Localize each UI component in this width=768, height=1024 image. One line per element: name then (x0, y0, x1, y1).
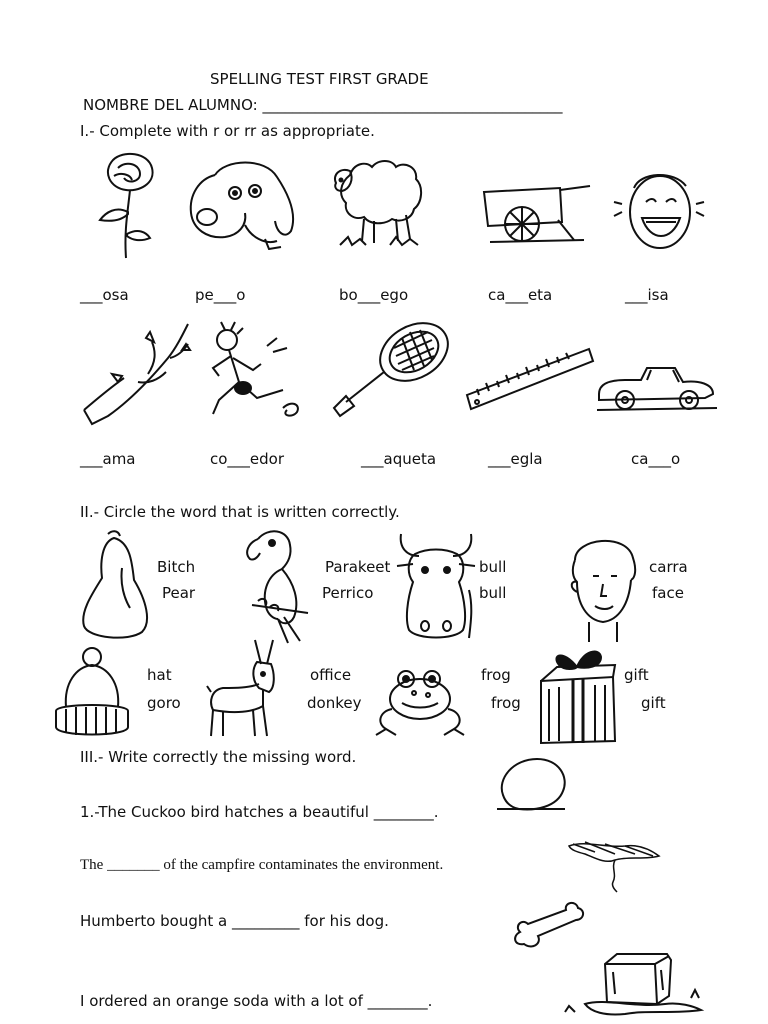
word-frog-2: frog (491, 694, 521, 712)
word-office: office (310, 666, 352, 684)
sentence-1: 1.-The Cuckoo bird hatches a beautiful ________. (80, 803, 439, 821)
branch-icon (78, 318, 193, 428)
word-pear: Pear (162, 584, 196, 602)
sheep-icon (330, 155, 425, 250)
word-risa: ___isa (625, 286, 669, 304)
word-goro: goro (147, 694, 181, 712)
word-bitch: Bitch (157, 558, 196, 576)
cart-icon (480, 180, 592, 245)
word-hat: hat (147, 666, 172, 684)
runner-icon (205, 318, 315, 428)
word-corredor: co___edor (210, 450, 285, 468)
section-2-instruction: II.- Circle the word that is written correctly. (80, 503, 400, 521)
page-title: SPELLING TEST FIRST GRADE (210, 70, 429, 88)
word-face: face (652, 584, 684, 602)
word-frog-1: frog (481, 666, 511, 684)
word-bull-2: bull (479, 584, 507, 602)
bone-icon (510, 900, 585, 955)
face-icon (565, 530, 643, 642)
hat-icon (52, 645, 132, 737)
car-icon (595, 360, 720, 415)
word-carreta: ca___eta (488, 286, 553, 304)
egg-icon (495, 755, 570, 813)
word-perrico: Perrico (322, 584, 374, 602)
word-rama: ___ama (80, 450, 136, 468)
sentence-4: I ordered an orange soda with a lot of ________. (80, 992, 433, 1010)
word-gift-2: gift (641, 694, 666, 712)
ice-cube-icon (555, 950, 705, 1020)
smoke-icon (565, 838, 663, 893)
parakeet-icon (238, 525, 313, 645)
section-1-instruction: I.- Complete with r or rr as appropriate. (80, 122, 375, 140)
sentence-3: Humberto bought a _________ for his dog. (80, 912, 389, 930)
word-osa: ___osa (80, 286, 129, 304)
ruler-icon (465, 345, 595, 415)
word-raqueta: ___aqueta (361, 450, 437, 468)
word-parakeet: Parakeet (325, 558, 391, 576)
word-gift-1: gift (624, 666, 649, 684)
section-3-instruction: III.- Write correctly the missing word. (80, 748, 357, 766)
tennis-racket-icon (328, 318, 458, 420)
word-bull-1: bull (479, 558, 507, 576)
rose-icon (88, 150, 166, 262)
word-carra: carra (649, 558, 688, 576)
frog-icon (372, 665, 467, 740)
word-borrego: bo___ego (339, 286, 409, 304)
pear-icon (78, 528, 153, 643)
sentence-2: The _______ of the campfire contaminates the environment. (80, 857, 444, 873)
laughing-face-icon (610, 168, 705, 253)
word-donkey: donkey (307, 694, 362, 712)
student-name-line: NOMBRE DEL ALUMNO: ________________________________________ (83, 96, 563, 114)
word-regla: ___egla (488, 450, 543, 468)
bull-icon (393, 530, 478, 642)
word-pero: pe___o (195, 286, 246, 304)
word-carro: ca___o (631, 450, 681, 468)
dog-icon (185, 155, 300, 250)
gift-icon (535, 645, 620, 745)
donkey-icon (205, 636, 290, 740)
